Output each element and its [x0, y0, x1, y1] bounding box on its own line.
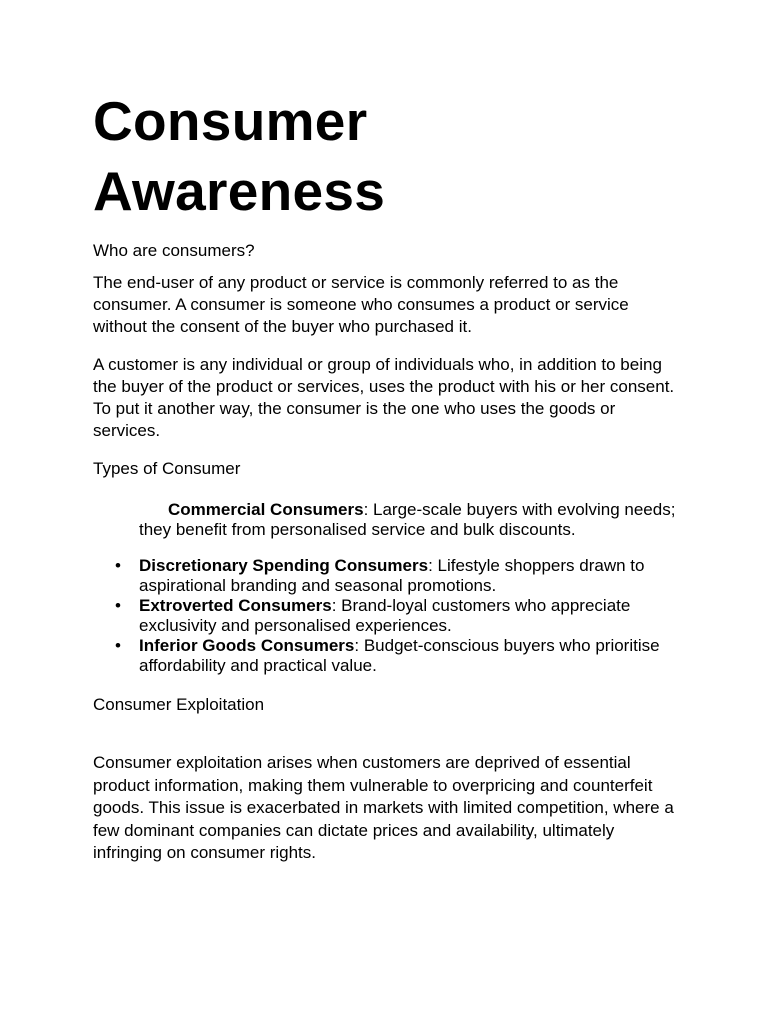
title-line-2: Awareness: [93, 160, 386, 222]
bullet-icon: •: [115, 556, 121, 575]
consumer-type-description: : Brand-loyal customers who appreciate exclusivity and personalised experiences.: [139, 596, 631, 635]
consumer-type-description: : Large-scale buyers with evolving needs; they benefit from personalised service and bulk discounts.: [139, 500, 676, 539]
list-item: [93, 636, 678, 676]
bullet-icon: •: [115, 636, 121, 655]
consumer-type-commercial: [139, 500, 678, 540]
paragraph-customer-definition: A customer is any individual or group of individuals who, in addition to being the buyer of the product or services, uses the product with his or her consent. To put it another way, the consumer is the one who uses the goods or services.: [93, 355, 675, 440]
consumer-type-term: Discretionary Spending Consumers: [139, 556, 429, 575]
consumer-type-description: : Lifestyle shoppers drawn to aspirational branding and seasonal promotions.: [139, 556, 645, 595]
section-heading-types-of-consumer: Types of Consumer: [93, 459, 241, 478]
list-item: [93, 596, 678, 636]
document-page: [93, 86, 678, 881]
document-title: [93, 86, 678, 226]
section-heading-consumer-exploitation: Consumer Exploitation: [93, 695, 265, 714]
consumer-type-description: : Budget-conscious buyers who prioritise affordability and practical value.: [139, 636, 660, 675]
paragraph-consumer-definition: The end-user of any product or service is commonly referred to as the consumer. A consumer is someone who consumes a product or service without the consent of the buyer who purchased it.: [93, 273, 629, 336]
section-heading-who-are-consumers: Who are consumers?: [93, 241, 255, 260]
paragraph-consumer-exploitation: Consumer exploitation arises when customers are deprived of essential product information, making them vulnerable to overpricing and counterfeit goods. This issue is exacerbated in markets with limited competition, where a few dominant companies can dictate prices and availability, ultimately infringing on consumer rights.: [93, 753, 674, 862]
consumer-type-term: Extroverted Consumers: [139, 596, 332, 615]
consumer-types-list: [93, 556, 678, 676]
list-item: [93, 556, 678, 596]
bullet-icon: •: [115, 596, 121, 615]
consumer-type-term: Inferior Goods Consumers: [139, 636, 355, 655]
title-line-1: Consumer: [93, 90, 368, 152]
consumer-type-term: Commercial Consumers: [168, 500, 364, 519]
